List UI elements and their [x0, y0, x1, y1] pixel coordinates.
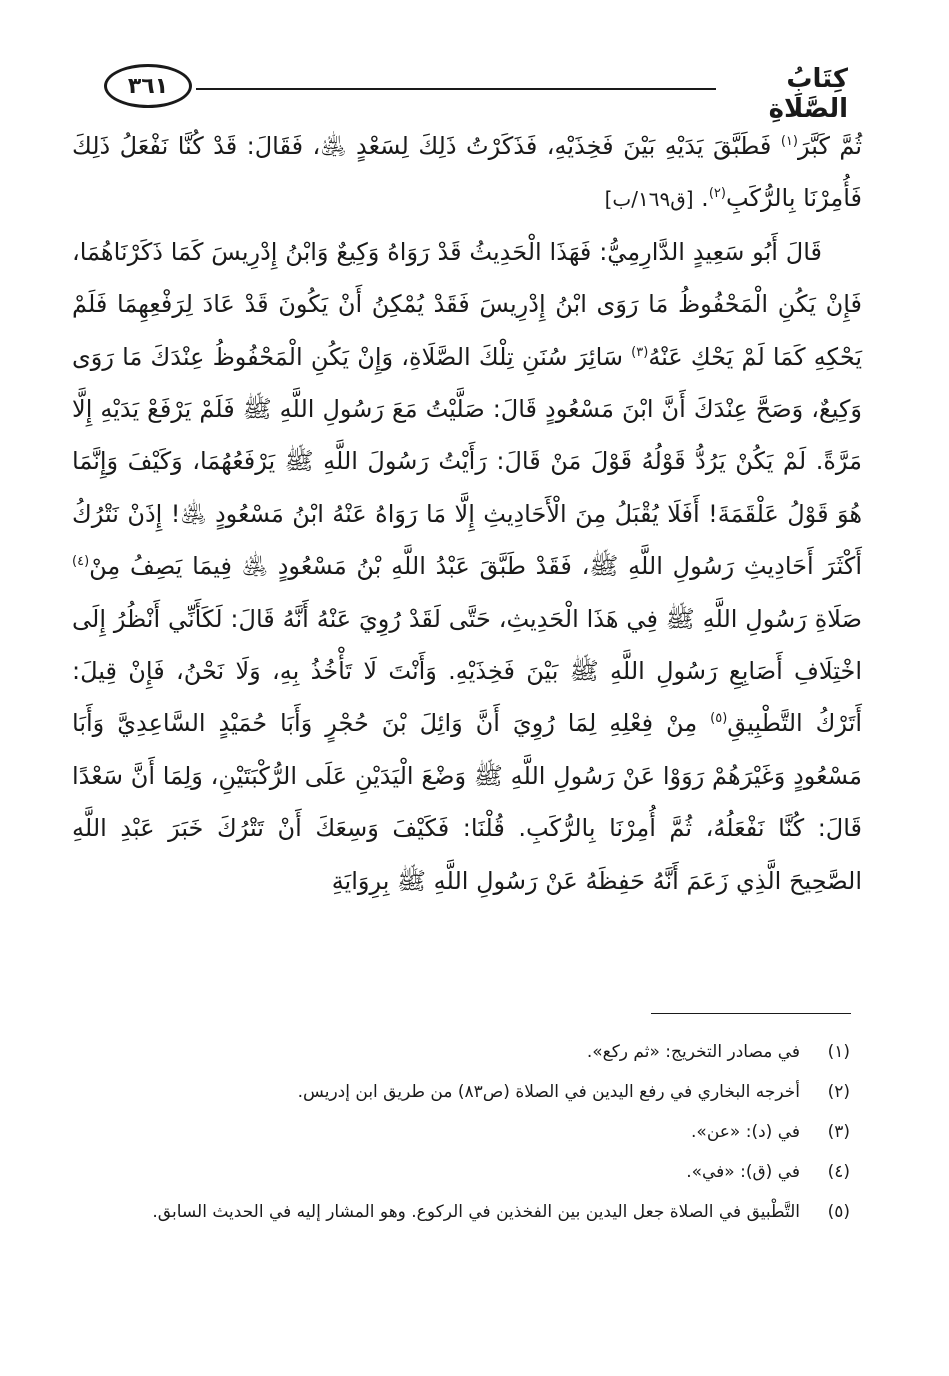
page-number: ٣٦١	[104, 64, 192, 108]
footnote-number: (٣)	[827, 1122, 850, 1142]
footnote-number: (٢)	[827, 1082, 850, 1102]
footnote-5	[100, 1192, 850, 1232]
paragraph-1	[72, 120, 862, 226]
text-run: قَالَ أَبُو سَعِيدٍ الدَّارِمِيُّ: فَهَذَا الْحَدِيثُ قَدْ رَوَاهُ وَكِيعٌ وَابْنُ إِدْرِيسَ كَمَا ذَكَرْنَاهُمَا، فَإِنْ يَكُنِ الْمَحْفُوظُ مَا رَوَى ابْنُ إِدْرِيسَ فَقَدْ يُمْكِنُ أَنْ يَكُونَ قَدْ عَادَ لِرَفْعِهِمَا فَلَمْ يَحْكِهِ كَمَا لَمْ يَحْكِ عَنْهُ	[72, 237, 862, 371]
running-title: كِتَابُ الصَّلَاةِ	[768, 64, 848, 124]
main-text	[72, 120, 862, 907]
footnote-text: في مصادر التخريج: «ثم ركع».	[586, 1042, 800, 1062]
text-run: صَلَاةِ رَسُولِ اللَّهِ ﷺ فِي هَذَا الْحَدِيثِ، حَتَّى لَقَدْ رُوِيَ عَنْهُ أَنَّهُ قَالَ: لَكَأَنِّي أَنْظُرُ إِلَى اخْتِلَافِ أَصَابِعِ رَسُولِ اللَّهِ ﷺ بَيْنَ فَخِذَيْهِ. وَأَنْتَ لَا تَأْخُذُ بِهِ، وَلَا نَحْنُ، فَإِنْ قِيلَ: أَتَرْكُ التَّطْبِيقِ	[72, 604, 862, 738]
footnote-text: في (ق): «في».	[686, 1162, 800, 1182]
footnote-4	[100, 1152, 850, 1192]
footnote-number: (٤)	[827, 1162, 850, 1182]
manuscript-ref: [ق١٦٩/ب]	[604, 187, 694, 212]
footnote-number: (٥)	[827, 1202, 850, 1222]
footnote-2	[100, 1072, 850, 1112]
page-header	[98, 58, 848, 124]
text-run: مِنْ فِعْلِهِ لِمَا رُوِيَ أَنَّ وَائِلَ بْنَ حُجْرٍ وَأَبَا حُمَيْدٍ السَّاعِدِيَّ وَأَبَا مَسْعُودٍ وَغَيْرَهُمْ رَوَوْا عَنْ رَسُولِ اللَّهِ ﷺ وَضْعَ الْيَدَيْنِ عَلَى الرُّكْبَتَيْنِ، وَلِمَا أَنَّ سَعْدًا قَالَ: كُنَّا نَفْعَلُهُ، ثُمَّ أُمِرْنَا بِالرُّكَبِ. قُلْنَا: فَكَيْفَ وَسِعَكَ أَنْ تَتْرُكَ خَبَرَ عَبْدِ اللَّهِ الصَّحِيحَ الَّذِي زَعَمَ أَنَّهُ حَفِظَهُ عَنْ رَسُولِ اللَّهِ ﷺ بِرِوَايَةِ	[72, 709, 862, 895]
footnote-ref-2: (٢)	[708, 186, 726, 202]
footnote-ref-1: (١)	[780, 134, 798, 149]
footnotes	[100, 1032, 850, 1232]
footnote-number: (١)	[827, 1042, 850, 1062]
footnote-3	[100, 1112, 850, 1152]
footnote-separator	[651, 1013, 851, 1014]
text-run: فَطَبَّقَ يَدَيْهِ بَيْنَ فَخِذَيْهِ، فَذَكَرْتُ ذَلِكَ لِسَعْدٍ ﵁، فَقَالَ: قَدْ كُنَّا نَفْعَلُ ذَلِكَ فَأُمِرْنَا بِالرُّكَبِ	[72, 132, 862, 213]
paragraph-2	[72, 226, 862, 907]
footnote-ref-5: (٥)	[710, 711, 728, 727]
footnote-text: التَّطْبيق في الصلاة جعل اليدين بين الفخذين في الركوع. وهو المشار إليه في الحديث السابق.	[152, 1202, 800, 1222]
footnote-text: في (د): «عن».	[691, 1122, 800, 1142]
footnote-ref-4: (٤)	[72, 554, 90, 570]
text-run: .	[693, 184, 709, 213]
text-run: سَائِرَ سُنَنِ تِلْكَ الصَّلَاةِ، وَإِنْ يَكُنِ الْمَحْفُوظُ عِنْدَكَ مَا رَوَى وَكِيعٌ، وَصَحَّ عِنْدَكَ أَنَّ ابْنَ مَسْعُودٍ قَالَ: صَلَّيْتُ مَعَ رَسُولِ اللَّهِ ﷺ فَلَمْ يَرْفَعْ يَدَيْهِ إِلَّا مَرَّةً. لَمْ يَكُنْ يَرُدُّ قَوْلُهُ قَوْلَ مَنْ قَالَ: رَأَيْتُ رَسُولَ اللَّهِ ﷺ يَرْفَعُهُمَا، وَكَيْفَ وَإِنَّمَا هُوَ قَوْلُ عَلْقَمَةَ! أَفَلَا يُقْبَلُ مِنَ الْأَحَادِيثِ إِلَّا مَا رَوَاهُ عَنْهُ ابْنُ مَسْعُودٍ ﵁! إِذَنْ نَتْرُكُ أَكْثَرَ أَحَادِيثِ رَسُولِ اللَّهِ ﷺ، فَقَدْ طَبَّقَ عَبْدُ اللَّهِ بْنُ مَسْعُودٍ ﵁ فِيمَا يَصِفُ مِنْ	[72, 342, 862, 581]
text-run: ثُمَّ كَبَّرَ	[797, 132, 862, 160]
header-rule	[196, 88, 716, 90]
footnote-text: أخرجه البخاري في رفع اليدين في الصلاة (ص٨٣) من طريق ابن إدريس.	[297, 1082, 800, 1102]
footnote-1	[100, 1032, 850, 1072]
footnote-ref-3: (٣)	[631, 344, 649, 360]
